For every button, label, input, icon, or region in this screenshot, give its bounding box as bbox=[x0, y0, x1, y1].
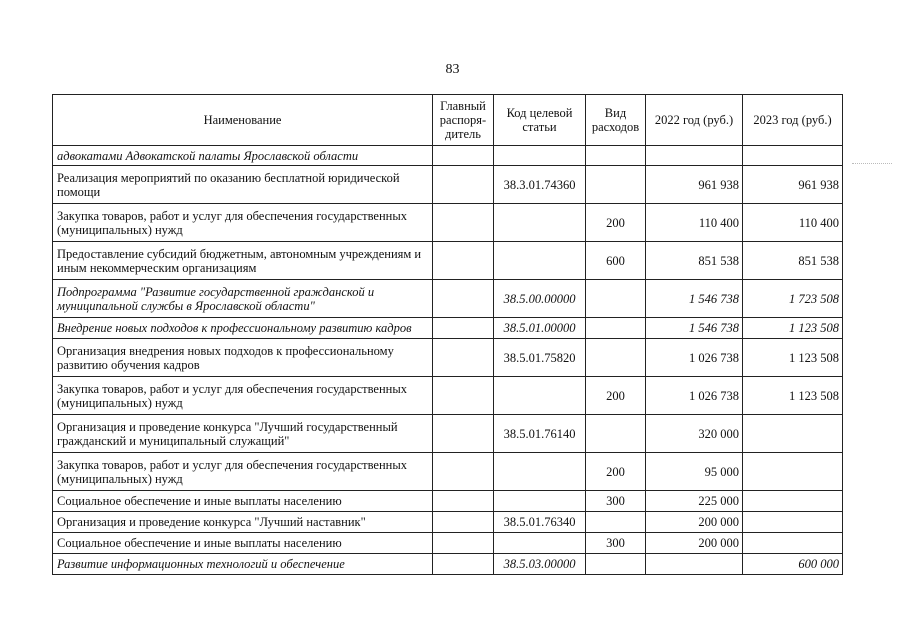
header-admin: Главный распоря-дитель bbox=[433, 95, 494, 146]
row-code-cell: 38.5.01.00000 bbox=[494, 318, 586, 339]
row-2023-cell bbox=[743, 533, 843, 554]
row-2023-cell bbox=[743, 146, 843, 166]
row-2022-cell: 851 538 bbox=[646, 242, 743, 280]
row-2022-cell: 961 938 bbox=[646, 166, 743, 204]
row-2022-cell: 200 000 bbox=[646, 512, 743, 533]
row-name-cell: Организация и проведение конкурса "Лучший наставник" bbox=[53, 512, 433, 533]
row-2023-cell: 1 123 508 bbox=[743, 339, 843, 377]
row-2023-cell: 1 123 508 bbox=[743, 318, 843, 339]
row-code-cell bbox=[494, 146, 586, 166]
row-vid-cell bbox=[586, 318, 646, 339]
row-admin-cell bbox=[433, 377, 494, 415]
table-row bbox=[53, 146, 843, 166]
row-vid-cell bbox=[586, 280, 646, 318]
row-2022-cell: 320 000 bbox=[646, 415, 743, 453]
header-2022: 2022 год (руб.) bbox=[646, 95, 743, 146]
row-admin-cell bbox=[433, 533, 494, 554]
row-name-cell: Внедрение новых подходов к профессиональному развитию кадров bbox=[53, 318, 433, 339]
row-2022-cell: 110 400 bbox=[646, 204, 743, 242]
table-row bbox=[53, 491, 843, 512]
row-2022-cell: 1 026 738 bbox=[646, 377, 743, 415]
row-vid-cell: 200 bbox=[586, 377, 646, 415]
row-vid-cell bbox=[586, 512, 646, 533]
row-name-cell: Закупка товаров, работ и услуг для обеспечения государственных (муниципальных) нужд bbox=[53, 453, 433, 491]
row-2023-cell bbox=[743, 415, 843, 453]
row-name-cell: адвокатами Адвокатской палаты Ярославской области bbox=[53, 146, 433, 166]
row-name-cell: Предоставление субсидий бюджетным, автономным учреждениям и иным некоммерческим организациям bbox=[53, 242, 433, 280]
row-name-cell: Организация внедрения новых подходов к профессиональному развитию обучения кадров bbox=[53, 339, 433, 377]
row-name-cell: Закупка товаров, работ и услуг для обеспечения государственных (муниципальных) нужд bbox=[53, 204, 433, 242]
row-admin-cell bbox=[433, 512, 494, 533]
row-vid-cell bbox=[586, 554, 646, 575]
table-row bbox=[53, 280, 843, 318]
row-admin-cell bbox=[433, 166, 494, 204]
table-row bbox=[53, 204, 843, 242]
header-2023: 2023 год (руб.) bbox=[743, 95, 843, 146]
row-vid-cell: 600 bbox=[586, 242, 646, 280]
row-vid-cell bbox=[586, 166, 646, 204]
row-admin-cell bbox=[433, 339, 494, 377]
table-header-row bbox=[53, 95, 843, 146]
row-2023-cell: 1 723 508 bbox=[743, 280, 843, 318]
row-admin-cell bbox=[433, 242, 494, 280]
row-vid-cell bbox=[586, 339, 646, 377]
row-admin-cell bbox=[433, 415, 494, 453]
row-2022-cell: 95 000 bbox=[646, 453, 743, 491]
row-admin-cell bbox=[433, 491, 494, 512]
row-2023-cell: 851 538 bbox=[743, 242, 843, 280]
row-code-cell: 38.3.01.74360 bbox=[494, 166, 586, 204]
table-row bbox=[53, 339, 843, 377]
row-admin-cell bbox=[433, 554, 494, 575]
row-vid-cell: 300 bbox=[586, 491, 646, 512]
row-name-cell: Реализация мероприятий по оказанию бесплатной юридической помощи bbox=[53, 166, 433, 204]
row-2023-cell: 600 000 bbox=[743, 554, 843, 575]
table-row bbox=[53, 533, 843, 554]
budget-table bbox=[52, 94, 843, 575]
table-row bbox=[53, 453, 843, 491]
row-name-cell: Развитие информационных технологий и обеспечение bbox=[53, 554, 433, 575]
row-2022-cell: 225 000 bbox=[646, 491, 743, 512]
row-admin-cell bbox=[433, 280, 494, 318]
row-2022-cell: 1 546 738 bbox=[646, 318, 743, 339]
row-code-cell: 38.5.03.00000 bbox=[494, 554, 586, 575]
row-2022-cell: 1 026 738 bbox=[646, 339, 743, 377]
row-2022-cell bbox=[646, 554, 743, 575]
table-row bbox=[53, 166, 843, 204]
row-code-cell: 38.5.01.75820 bbox=[494, 339, 586, 377]
row-name-cell: Подпрограмма "Развитие государственной гражданской и муниципальной службы в Ярославской области" bbox=[53, 280, 433, 318]
row-code-cell bbox=[494, 453, 586, 491]
table-row bbox=[53, 377, 843, 415]
row-name-cell: Социальное обеспечение и иные выплаты населению bbox=[53, 533, 433, 554]
page-number: 83 bbox=[445, 62, 460, 77]
row-admin-cell bbox=[433, 204, 494, 242]
header-name: Наименование bbox=[53, 95, 433, 146]
row-2023-cell bbox=[743, 453, 843, 491]
row-admin-cell bbox=[433, 146, 494, 166]
row-vid-cell bbox=[586, 415, 646, 453]
row-2022-cell: 200 000 bbox=[646, 533, 743, 554]
table-body bbox=[53, 146, 843, 575]
row-code-cell: 38.5.01.76340 bbox=[494, 512, 586, 533]
table-row bbox=[53, 512, 843, 533]
table-row bbox=[53, 554, 843, 575]
row-code-cell bbox=[494, 533, 586, 554]
header-code: Код целевой статьи bbox=[494, 95, 586, 146]
table-row bbox=[53, 318, 843, 339]
row-code-cell bbox=[494, 204, 586, 242]
row-vid-cell bbox=[586, 146, 646, 166]
row-name-cell: Закупка товаров, работ и услуг для обеспечения государственных (муниципальных) нужд bbox=[53, 377, 433, 415]
table-row bbox=[53, 415, 843, 453]
row-code-cell bbox=[494, 491, 586, 512]
row-code-cell bbox=[494, 242, 586, 280]
row-admin-cell bbox=[433, 318, 494, 339]
table-row bbox=[53, 242, 843, 280]
row-vid-cell: 200 bbox=[586, 453, 646, 491]
row-2023-cell bbox=[743, 491, 843, 512]
row-2022-cell: 1 546 738 bbox=[646, 280, 743, 318]
row-code-cell bbox=[494, 377, 586, 415]
scan-artifact bbox=[852, 163, 892, 165]
row-2023-cell bbox=[743, 512, 843, 533]
row-2023-cell: 961 938 bbox=[743, 166, 843, 204]
row-2023-cell: 1 123 508 bbox=[743, 377, 843, 415]
header-vid: Вид расходов bbox=[586, 95, 646, 146]
row-name-cell: Организация и проведение конкурса "Лучший государственный гражданский и муниципальный служащий" bbox=[53, 415, 433, 453]
row-2022-cell bbox=[646, 146, 743, 166]
row-code-cell: 38.5.01.76140 bbox=[494, 415, 586, 453]
row-name-cell: Социальное обеспечение и иные выплаты населению bbox=[53, 491, 433, 512]
row-vid-cell: 200 bbox=[586, 204, 646, 242]
row-code-cell: 38.5.00.00000 bbox=[494, 280, 586, 318]
row-vid-cell: 300 bbox=[586, 533, 646, 554]
row-2023-cell: 110 400 bbox=[743, 204, 843, 242]
row-admin-cell bbox=[433, 453, 494, 491]
